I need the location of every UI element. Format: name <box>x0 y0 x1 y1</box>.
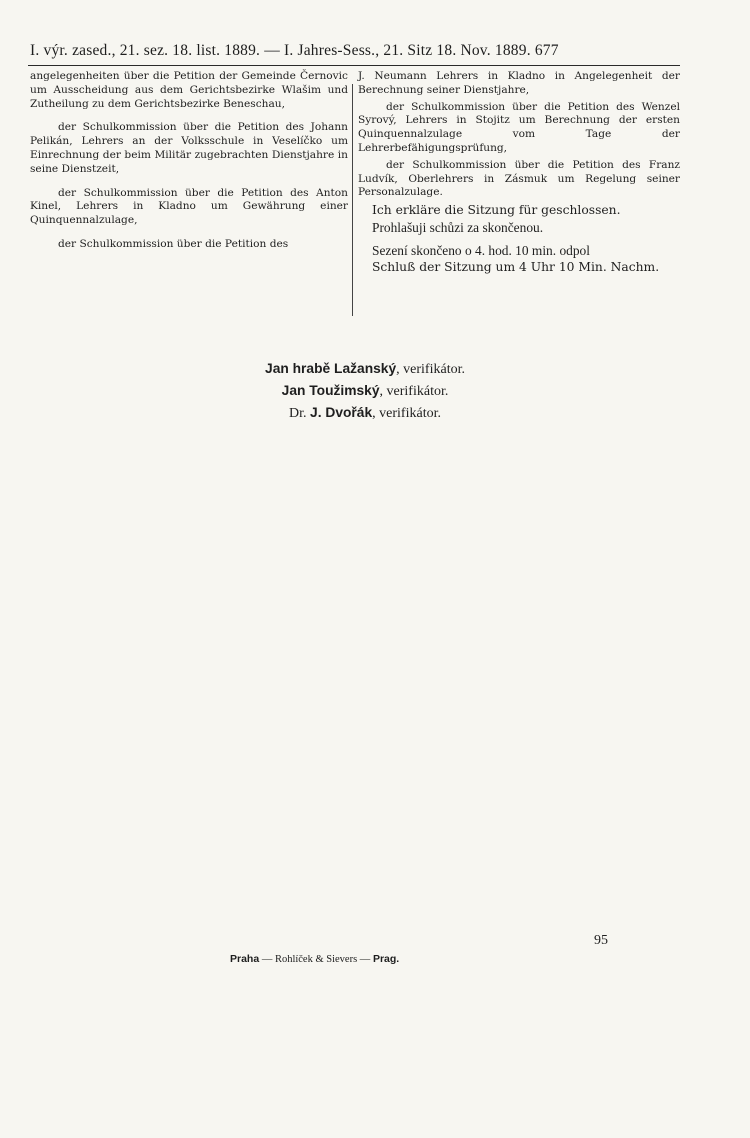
paragraph: angelegenheiten über die Petition der Gemeinde Černovic um Ausscheidung aus dem Gerichtsbezirke Wlašim und Zutheilung zu dem Gerichtsbezirke Beneschau, <box>30 70 348 110</box>
verifier-name: J. Dvořák <box>310 405 373 420</box>
verifier-name: Jan hrabě Lažanský <box>265 361 397 376</box>
verifier-role: , verifikátor. <box>379 384 449 399</box>
verifiers-block <box>200 358 530 424</box>
imprint-city: Praha <box>230 953 260 965</box>
verifier-line <box>200 358 530 380</box>
header-rule <box>28 65 680 66</box>
verifier-line <box>200 380 530 402</box>
paragraph: der Schulkommission über die Petition des Wenzel Syrový, Lehrers in Stojitz um Berechnung der ersten Quinquennalzulage vom Tage der Lehrerbefähigungsprüfung, <box>358 100 680 154</box>
verifier-prefix: Dr. <box>289 406 311 421</box>
end-german: Schluß der Sitzung um 4 Uhr 10 Min. Nachm. <box>372 260 660 275</box>
closing-czech: Prohlašuji schůzi za skončenou. <box>372 220 544 236</box>
verifier-name: Jan Toužimský <box>281 383 380 398</box>
verifier-role: , verifikátor. <box>372 406 441 421</box>
paragraph: der Schulkommission über die Petition des Anton Kinel, Lehrers in Kladno um Gewährung einer Quinquennalzulage, <box>30 186 348 227</box>
paragraph: der Schulkommission über die Petition des Franz Ludvík, Oberlehrers in Zásmuk um Regelung seiner Personalzulage. <box>358 158 680 199</box>
verifier-role: , verifikátor. <box>396 362 465 377</box>
column-divider <box>352 84 353 316</box>
paragraph: der Schulkommission über die Petition des Johann Pelikán, Lehrers an der Volksschule in Veselíčko um Einrechnung der beim Militär zugebrachten Dienstjahre in seine Dienstzeit, <box>30 121 348 175</box>
paragraph: J. Neumann Lehrers in Kladno in Angelegenheit der Berechnung seiner Dienstjahre, <box>358 70 680 96</box>
page-header: I. výr. zased., 21. sez. 18. list. 1889. — I. Jahres-Sess., 21. Sitz 18. Nov. 1889. 677 <box>30 42 559 59</box>
left-column <box>30 70 348 262</box>
closing-german: Ich erkläre die Sitzung für geschlossen. <box>372 203 621 218</box>
imprint-printer: — Rohlíček & Sievers — <box>259 954 373 965</box>
end-czech: Sezení skončeno o 4. hod. 10 min. odpol <box>372 243 590 259</box>
paragraph: der Schulkommission über die Petition des <box>58 237 289 250</box>
right-column <box>358 70 680 275</box>
verifier-line <box>200 402 530 424</box>
page-signature: 95 <box>594 933 608 948</box>
imprint-city-german: Prag. <box>372 953 400 965</box>
printer-imprint <box>230 953 399 965</box>
